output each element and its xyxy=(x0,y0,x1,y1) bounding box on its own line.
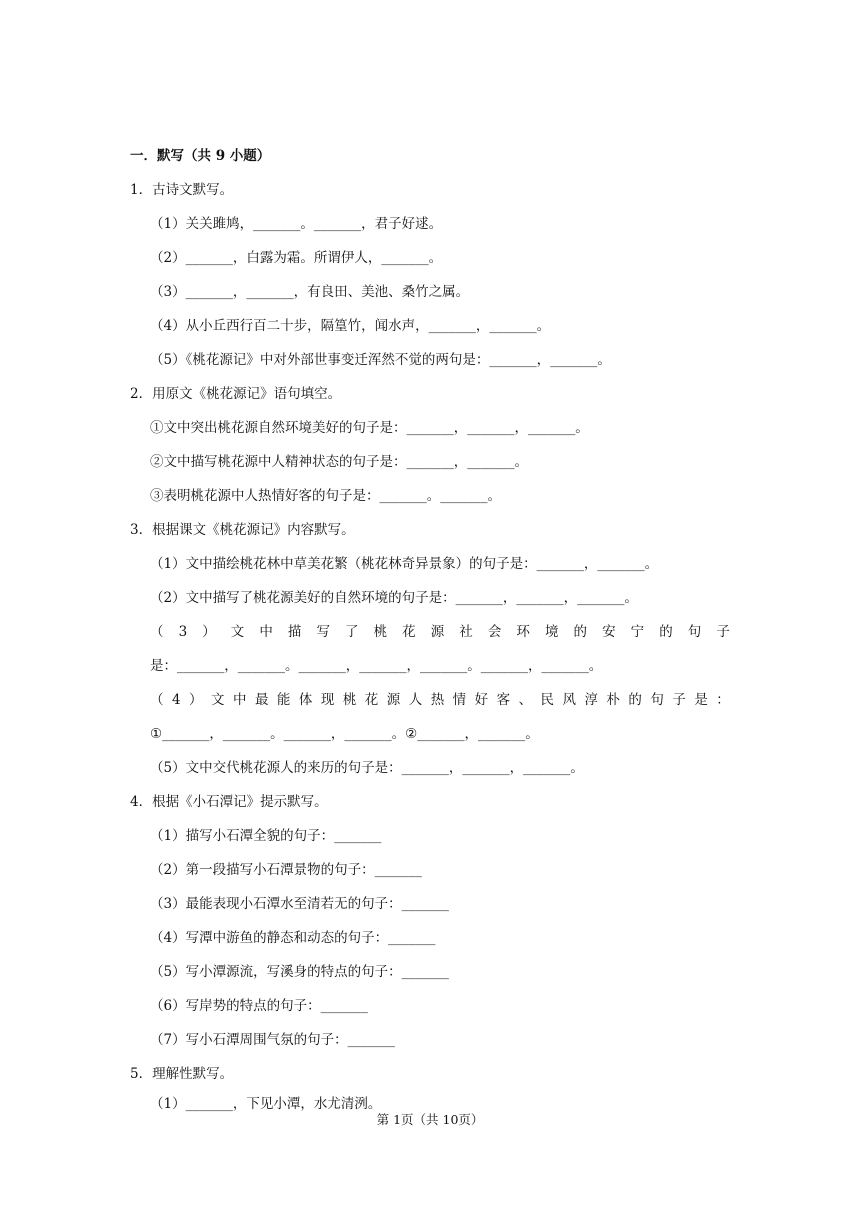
spread-char: 写 xyxy=(316,624,330,640)
spread-char: 现 xyxy=(320,692,335,708)
question-3-item-3-continuation: 是：_______，_______。_______，_______，_______。_______，_______。 xyxy=(150,658,603,674)
spread-char: 安 xyxy=(602,624,616,640)
spread-char: 源 xyxy=(430,624,445,640)
question-3-item-1: （1）文中描绘桃花林中草美花繁（桃花林奇异景象）的句子是：_______，_______。 xyxy=(150,556,659,572)
spread-char: 是 xyxy=(694,692,708,708)
question-4-item-4: （4）写潭中游鱼的静态和动态的句子：_______ xyxy=(150,930,436,946)
spread-char: ） xyxy=(189,692,203,708)
spread-char: 淳 xyxy=(584,692,598,708)
question-4-item-5: （5）写小潭源流，写溪身的特点的句子：_______ xyxy=(150,964,449,980)
spread-char: 人 xyxy=(408,692,423,708)
spread-char: 中 xyxy=(259,624,273,640)
spread-char: 桃 xyxy=(342,692,357,708)
question-1-item-5: （5）《桃花源记》中对外部世事变迁浑然不觉的两句是：_______，_______。 xyxy=(150,352,611,368)
spread-char: 文 xyxy=(230,624,245,640)
question-2-item-1: ①文中突出桃花源自然环境美好的句子是：_______，_______，_______。 xyxy=(150,420,589,436)
page-footer: 第 1页（共 10页） xyxy=(376,1112,484,1127)
spread-char: 了 xyxy=(345,624,359,640)
question-2-item-2: ②文中描写桃花源中人精神状态的句子是：_______，_______。 xyxy=(150,454,528,470)
spread-char: 子 xyxy=(672,692,686,708)
spread-char: 中 xyxy=(232,692,247,708)
question-5-stem: 5．理解性默写。 xyxy=(130,1066,234,1082)
spread-char: 、 xyxy=(518,692,533,708)
question-4-item-6: （6）写岸势的特点的句子：_______ xyxy=(150,998,368,1014)
spread-char: 4 xyxy=(171,692,181,708)
question-1-item-2: （2）_______，白露为霜。所谓伊人，_______。 xyxy=(150,250,443,266)
question-1-item-4: （4）从小丘西行百二十步，隔篁竹，闻水声，_______，_______。 xyxy=(150,318,551,334)
spread-char: 句 xyxy=(650,692,664,708)
spread-char: 民 xyxy=(540,692,555,708)
spread-char: 宁 xyxy=(630,624,645,640)
question-4-item-3: （3）最能表现小石潭水至清若无的句子：_______ xyxy=(150,896,449,912)
spread-char: 境 xyxy=(544,624,559,640)
spread-char: 情 xyxy=(452,692,467,708)
spread-char: 桃 xyxy=(373,624,388,640)
question-4-item-2: （2）第一段描写小石潭景物的句子：_______ xyxy=(150,862,422,878)
question-1-stem: 1．古诗文默写。 xyxy=(130,182,234,198)
question-3-item-3-justified-line xyxy=(150,622,730,642)
spread-char: （ xyxy=(150,692,164,708)
spread-char: 描 xyxy=(287,624,302,640)
question-5-item-1: （1）_______，下见小潭，水尤清洌。 xyxy=(150,1096,382,1112)
question-4-item-7: （7）写小石潭周围气氛的句子：_______ xyxy=(150,1032,395,1048)
spread-char: 朴 xyxy=(606,692,620,708)
question-3-stem: 3．根据课文《桃花源记》内容默写。 xyxy=(130,522,355,538)
spread-char: 子 xyxy=(716,624,730,640)
spread-char: 的 xyxy=(659,624,673,640)
question-3-item-4-justified-line xyxy=(150,690,730,710)
question-4-stem: 4．根据《小石潭记》提示默写。 xyxy=(130,794,328,810)
spread-char: 源 xyxy=(386,692,401,708)
spread-char: 3 xyxy=(178,624,188,640)
spread-char: 文 xyxy=(211,692,225,708)
spread-char: 最 xyxy=(254,692,269,708)
spread-char: 环 xyxy=(516,624,530,640)
spread-char: 体 xyxy=(298,692,313,708)
question-2-stem: 2．用原文《桃花源记》语句填空。 xyxy=(130,386,342,402)
spread-char: ： xyxy=(716,692,730,708)
spread-char: 社 xyxy=(459,624,473,640)
question-1-item-1: （1）关关雎鸠，_______。_______，君子好逑。 xyxy=(150,216,443,232)
spread-char: 花 xyxy=(364,692,379,708)
section-title: 一．默写（共 9 小题） xyxy=(130,148,271,164)
spread-char: 能 xyxy=(276,692,291,708)
question-3-item-4-continuation: ①_______，_______。_______，_______。②_______，_______。 xyxy=(150,726,539,742)
spread-char: 的 xyxy=(628,692,642,708)
spread-char: （ xyxy=(150,624,164,640)
question-3-item-2: （2）文中描写了桃花源美好的自然环境的句子是：_______，_______，_______。 xyxy=(150,590,638,606)
question-4-item-1: （1）描写小石潭全貌的句子：_______ xyxy=(150,828,382,844)
question-1-item-3: （3）_______，_______，有良田、美池、桑竹之属。 xyxy=(150,284,470,300)
spread-char: 会 xyxy=(487,624,502,640)
spread-char: ） xyxy=(202,624,216,640)
spread-char: 的 xyxy=(573,624,588,640)
question-3-item-5: （5）文中交代桃花源人的来历的句子是：_______，_______，_______。 xyxy=(150,760,584,776)
spread-char: 好 xyxy=(474,692,489,708)
spread-char: 风 xyxy=(562,692,576,708)
spread-char: 客 xyxy=(496,692,511,708)
spread-char: 句 xyxy=(687,624,702,640)
spread-char: 花 xyxy=(402,624,416,640)
question-2-item-3: ③表明桃花源中人热情好客的句子是：_______。_______。 xyxy=(150,488,501,504)
spread-char: 热 xyxy=(430,692,445,708)
